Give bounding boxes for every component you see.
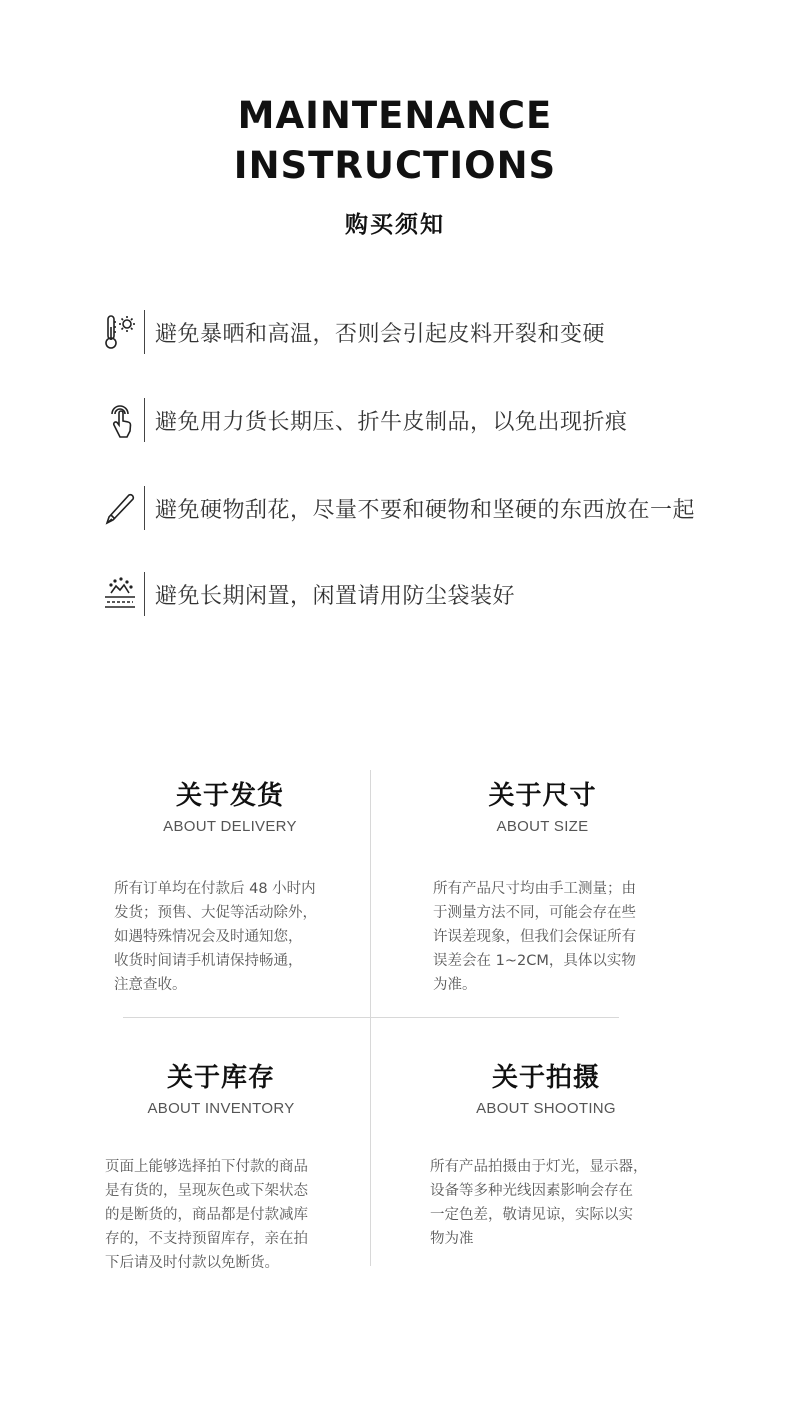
- info-line: 所有产品尺寸均由手工测量；由: [433, 881, 636, 897]
- info-subtitle: ABOUT INVENTORY: [147, 1100, 295, 1117]
- tip-item-heat: [100, 309, 605, 355]
- info-line: 注意查收。: [114, 977, 187, 993]
- info-block-inventory: [105, 1057, 337, 1275]
- thermometer-sun-icon: [100, 309, 140, 355]
- info-line: 许误差现象，但我们会保证所有: [433, 929, 636, 945]
- tip-divider: [144, 572, 145, 616]
- info-line: 发货；预售、大促等活动除外，: [114, 905, 317, 921]
- info-title: 关于拍摄: [491, 1063, 600, 1093]
- info-line: 所有订单均在付款后 48 小时内: [114, 881, 316, 897]
- tip-divider: [144, 486, 145, 530]
- finger-press-icon: [100, 397, 140, 443]
- info-line: 存的，不支持预留库存，亲在拍: [105, 1231, 308, 1247]
- info-block-shooting: [430, 1057, 662, 1251]
- page-title-line1: MAINTENANCE: [237, 94, 553, 137]
- info-title: 关于尺寸: [488, 781, 597, 811]
- grid-divider-vertical: [370, 770, 371, 1266]
- info-line: 页面上能够选择拍下付款的商品: [105, 1159, 308, 1175]
- info-line: 下后请及时付款以免断货。: [105, 1255, 279, 1271]
- info-line: 如遇特殊情况会及时通知您，: [114, 929, 303, 945]
- info-line: 收货时间请手机请保持畅通，: [114, 953, 303, 969]
- dust-icon: [100, 571, 140, 617]
- info-subtitle: ABOUT SHOOTING: [476, 1100, 616, 1117]
- tip-text: 避免长期闲置，闲置请用防尘袋装好: [155, 583, 516, 609]
- tip-text: 避免用力货长期压、折牛皮制品，以免出现折痕: [155, 409, 628, 435]
- blade-icon: [100, 485, 140, 531]
- tip-divider: [144, 398, 145, 442]
- info-body: [430, 1155, 662, 1251]
- info-body: [105, 1155, 337, 1275]
- info-block-delivery: [110, 775, 350, 997]
- tip-text: 避免硬物刮花，尽量不要和硬物和坚硬的东西放在一起: [155, 497, 696, 523]
- info-subtitle: ABOUT DELIVERY: [163, 818, 297, 835]
- info-line: 设备等多种光线因素影响会存在: [430, 1183, 633, 1199]
- info-block-size: [430, 775, 655, 997]
- info-line: 为准。: [433, 977, 477, 993]
- tip-item-idle: [100, 571, 515, 617]
- info-line: 于测量方法不同，可能会存在些: [433, 905, 636, 921]
- tip-item-scratch: [100, 485, 695, 531]
- page-subtitle: 购买须知: [345, 212, 445, 238]
- info-subtitle: ABOUT SIZE: [496, 818, 589, 835]
- info-title: 关于发货: [175, 781, 284, 811]
- info-body: [433, 877, 655, 997]
- info-line: 物为准: [430, 1231, 474, 1247]
- info-line: 所有产品拍摄由于灯光，显示器，: [430, 1159, 648, 1175]
- info-line: 误差会在 1~2CM，具体以实物: [433, 953, 636, 969]
- page-title-line2: INSTRUCTIONS: [233, 144, 557, 187]
- info-body: [114, 877, 350, 997]
- tip-text: 避免暴晒和高温，否则会引起皮料开裂和变硬: [155, 321, 606, 347]
- tip-item-pressure: [100, 397, 628, 443]
- info-line: 一定色差，敬请见谅，实际以实: [430, 1207, 633, 1223]
- info-line: 的是断货的，商品都是付款减库: [105, 1207, 308, 1223]
- info-title: 关于库存: [166, 1063, 275, 1093]
- info-line: 是有货的，呈现灰色或下架状态: [105, 1183, 308, 1199]
- grid-divider-horizontal: [123, 1017, 619, 1018]
- tip-divider: [144, 310, 145, 354]
